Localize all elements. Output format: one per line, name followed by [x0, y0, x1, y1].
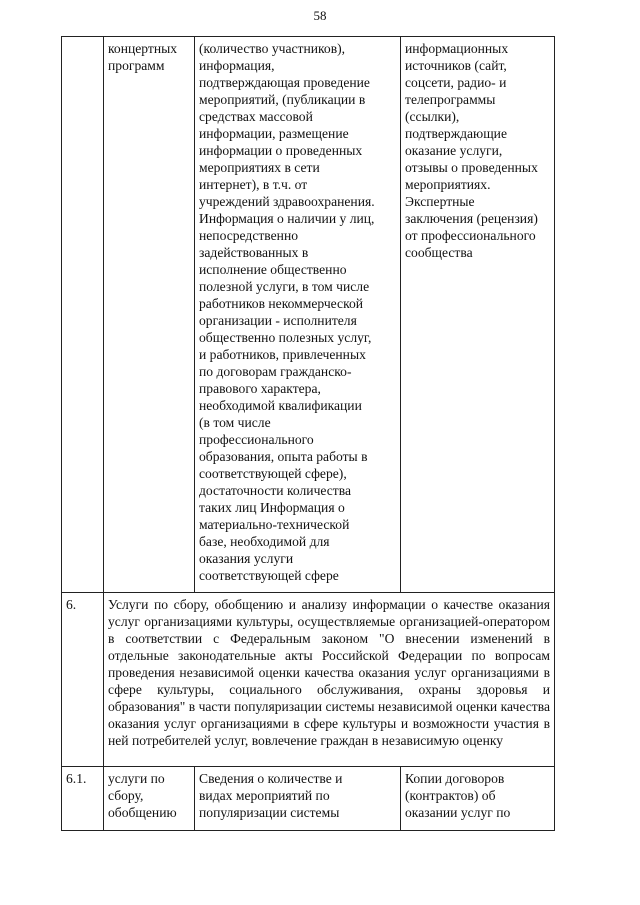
info-line: задействованных в — [199, 245, 309, 260]
service-name-cell — [104, 37, 195, 593]
row-number-cell: 6.1. — [62, 767, 104, 831]
info-line: Информация о наличии у лиц, — [199, 211, 375, 226]
table-row — [62, 767, 555, 831]
table-row — [62, 37, 555, 593]
service-line: концертных — [108, 41, 178, 56]
info-line: достаточности количества — [199, 483, 352, 498]
info-line: оказания услуги — [199, 551, 294, 566]
documents-line: информационных — [405, 41, 509, 56]
section-heading-cell: Услуги по сбору, обобщению и анализу информации о качестве оказания услуг организациями культуры, осуществляемые организацией-оператором в соответствии с Федеральным законом "О внесении изменений в отдельные законодательные акты Российской Федерации по вопросам проведения независимой оценки качества оказания услуг организациями в сфере культуры, социального обслуживания, охраны здоровья и образования" в части популяризации системы независимой оценки качества оказания услуг организациями в сфере культуры и возможности участия в ней потребителей услуг, вовлечение граждан в независимую оценку — [104, 593, 555, 767]
documents-line: источников (сайт, — [405, 58, 507, 73]
info-line: (в том числе — [199, 415, 271, 430]
info-line: непосредственно — [199, 228, 299, 243]
info-line: общественно полезных услуг, — [199, 330, 372, 345]
info-line: мероприятиях в сети — [199, 160, 320, 175]
services-table — [61, 36, 555, 831]
row-number-cell: 6. — [62, 593, 104, 767]
info-line: интернет), в т.ч. от — [199, 177, 308, 192]
documents-line: телепрограммы — [405, 92, 496, 107]
info-line: информации о проведенных — [199, 143, 363, 158]
table-row — [62, 593, 555, 767]
info-line: средствах массовой — [199, 109, 313, 124]
info-cell — [195, 37, 401, 593]
documents-line: (контрактов) об — [405, 788, 496, 803]
documents-line: мероприятиях. — [405, 177, 491, 192]
service-line: услуги по — [108, 771, 165, 786]
documents-line: (ссылки), — [405, 109, 460, 124]
info-line: необходимой квалификации — [199, 398, 362, 413]
info-line: таких лиц Информация о — [199, 500, 345, 515]
info-line: (количество участников), — [199, 41, 346, 56]
info-line: материально-технической — [199, 517, 350, 532]
documents-line: соцсети, радио- и — [405, 75, 507, 90]
documents-cell — [401, 767, 555, 831]
info-cell — [195, 767, 401, 831]
page-number: 58 — [313, 8, 327, 23]
info-line: исполнение общественно — [199, 262, 347, 277]
info-line: информации, размещение — [199, 126, 349, 141]
info-line: подтверждающая проведение — [199, 75, 370, 90]
info-line: профессионального — [199, 432, 314, 447]
info-line: популяризации системы — [199, 805, 340, 820]
info-line: работников некоммерческой — [199, 296, 364, 311]
documents-line: оказании услуг по — [405, 805, 511, 820]
info-line: правового характера, — [199, 381, 321, 396]
documents-line: отзывы о проведенных — [405, 160, 538, 175]
info-line: по договорам гражданско- — [199, 364, 352, 379]
documents-line: подтверждающие — [405, 126, 507, 141]
info-line: образования, опыта работы в — [199, 449, 368, 464]
documents-cell — [401, 37, 555, 593]
info-line: организации - исполнителя — [199, 313, 357, 328]
documents-line: заключения (рецензия) — [405, 211, 538, 226]
info-line: Сведения о количестве и — [199, 771, 343, 786]
info-line: соответствующей сфере — [199, 568, 339, 583]
info-line: видах мероприятий по — [199, 788, 330, 803]
info-line: учреждений здравоохранения. — [199, 194, 375, 209]
info-line: базе, необходимой для — [199, 534, 330, 549]
documents-line: от профессионального — [405, 228, 536, 243]
documents-line: Экспертные — [405, 194, 475, 209]
documents-line: Копии договоров — [405, 771, 505, 786]
info-line: и работников, привлеченных — [199, 347, 366, 362]
service-name-cell — [104, 767, 195, 831]
service-line: программ — [108, 58, 165, 73]
info-line: мероприятий, (публикации в — [199, 92, 366, 107]
info-line: полезной услуги, в том числе — [199, 279, 370, 294]
service-line: сбору, — [108, 788, 144, 803]
info-line: соответствующей сфере), — [199, 466, 347, 481]
service-line: обобщению — [108, 805, 177, 820]
info-line: информация, — [199, 58, 275, 73]
documents-line: сообщества — [405, 245, 473, 260]
documents-line: оказание услуги, — [405, 143, 503, 158]
row-number-cell — [62, 37, 104, 593]
